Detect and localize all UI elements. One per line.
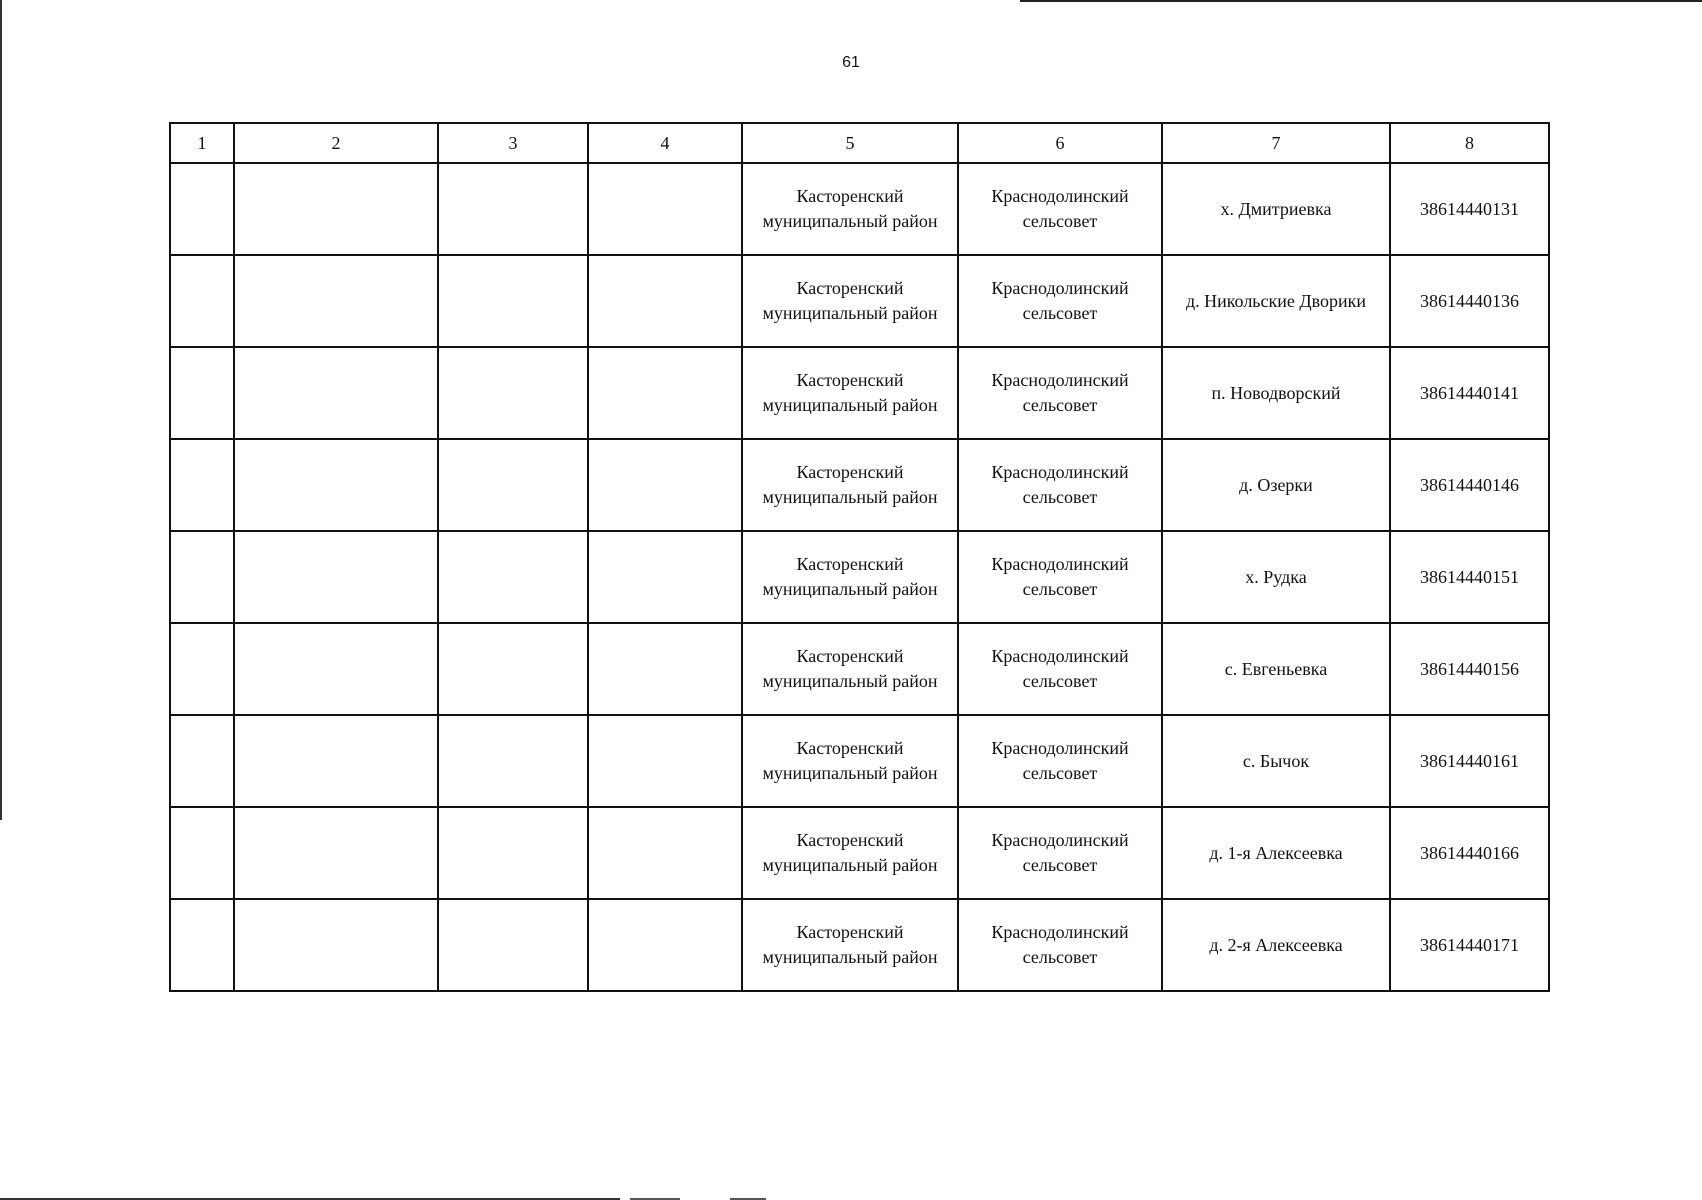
council-cell (958, 531, 1162, 623)
settlement-cell: с. Евгеньевка (1162, 623, 1390, 715)
oktmo-code-cell: 38614440161 (1390, 715, 1549, 807)
empty-cell (438, 531, 588, 623)
empty-cell (170, 807, 234, 899)
district-name-line: Касторенский (796, 922, 904, 942)
empty-cell (234, 899, 438, 991)
empty-cell (234, 623, 438, 715)
district-name-line: Касторенский (796, 186, 904, 206)
empty-cell (234, 715, 438, 807)
scan-edge-left (0, 0, 2, 820)
empty-cell (438, 899, 588, 991)
district-type-line: муниципальный район (762, 855, 938, 875)
district-type-line: муниципальный район (762, 947, 938, 967)
district-name-line: Касторенский (796, 554, 904, 574)
council-type-line: сельсовет (1022, 579, 1098, 599)
column-header: 6 (958, 123, 1162, 163)
settlements-table (169, 122, 1550, 992)
settlement-cell: д. Никольские Дворики (1162, 255, 1390, 347)
empty-cell (438, 807, 588, 899)
council-cell (958, 623, 1162, 715)
council-name-line: Краснодолинский (991, 554, 1129, 574)
empty-cell (588, 531, 742, 623)
empty-cell (438, 623, 588, 715)
district-cell (742, 807, 958, 899)
empty-cell (588, 623, 742, 715)
council-cell (958, 255, 1162, 347)
settlement-cell: с. Бычок (1162, 715, 1390, 807)
empty-cell (438, 163, 588, 255)
district-cell (742, 255, 958, 347)
empty-cell (588, 255, 742, 347)
district-type-line: муниципальный район (762, 763, 938, 783)
district-name-line: Касторенский (796, 462, 904, 482)
empty-cell (170, 439, 234, 531)
empty-cell (588, 163, 742, 255)
council-type-line: сельсовет (1022, 303, 1098, 323)
empty-cell (234, 531, 438, 623)
empty-cell (438, 255, 588, 347)
council-name-line: Краснодолинский (991, 922, 1129, 942)
oktmo-code-cell: 38614440146 (1390, 439, 1549, 531)
empty-cell (170, 715, 234, 807)
empty-cell (170, 163, 234, 255)
district-cell (742, 531, 958, 623)
table-row (170, 347, 1549, 439)
district-name-line: Касторенский (796, 370, 904, 390)
council-type-line: сельсовет (1022, 947, 1098, 967)
empty-cell (588, 899, 742, 991)
council-name-line: Краснодолинский (991, 278, 1129, 298)
council-name-line: Краснодолинский (991, 462, 1129, 482)
district-cell (742, 899, 958, 991)
council-type-line: сельсовет (1022, 855, 1098, 875)
empty-cell (170, 899, 234, 991)
column-header: 8 (1390, 123, 1549, 163)
district-name-line: Касторенский (796, 738, 904, 758)
empty-cell (234, 255, 438, 347)
empty-cell (438, 715, 588, 807)
table-header-row (170, 123, 1549, 163)
district-name-line: Касторенский (796, 278, 904, 298)
column-header: 3 (438, 123, 588, 163)
oktmo-code-cell: 38614440131 (1390, 163, 1549, 255)
column-header: 7 (1162, 123, 1390, 163)
table-row (170, 163, 1549, 255)
council-type-line: сельсовет (1022, 211, 1098, 231)
settlement-cell: д. 1-я Алексеевка (1162, 807, 1390, 899)
column-header: 5 (742, 123, 958, 163)
oktmo-code-cell: 38614440156 (1390, 623, 1549, 715)
empty-cell (234, 439, 438, 531)
table-row (170, 899, 1549, 991)
table-row (170, 531, 1549, 623)
council-name-line: Краснодолинский (991, 646, 1129, 666)
empty-cell (588, 347, 742, 439)
district-type-line: муниципальный район (762, 211, 938, 231)
council-name-line: Краснодолинский (991, 830, 1129, 850)
district-cell (742, 623, 958, 715)
council-name-line: Краснодолинский (991, 186, 1129, 206)
table-row (170, 715, 1549, 807)
settlement-cell: д. 2-я Алексеевка (1162, 899, 1390, 991)
settlement-cell: п. Новодворский (1162, 347, 1390, 439)
table-body (170, 163, 1549, 991)
council-type-line: сельсовет (1022, 763, 1098, 783)
council-name-line: Краснодолинский (991, 370, 1129, 390)
empty-cell (170, 347, 234, 439)
council-cell (958, 347, 1162, 439)
council-type-line: сельсовет (1022, 395, 1098, 415)
oktmo-code-cell: 38614440151 (1390, 531, 1549, 623)
settlement-cell: х. Дмитриевка (1162, 163, 1390, 255)
council-cell (958, 899, 1162, 991)
empty-cell (588, 807, 742, 899)
oktmo-code-cell: 38614440171 (1390, 899, 1549, 991)
oktmo-code-cell: 38614440141 (1390, 347, 1549, 439)
oktmo-code-cell: 38614440166 (1390, 807, 1549, 899)
page-number: 61 (842, 54, 860, 71)
district-cell (742, 715, 958, 807)
scan-edge-top (1020, 0, 1702, 2)
district-type-line: муниципальный район (762, 395, 938, 415)
column-header: 4 (588, 123, 742, 163)
empty-cell (438, 347, 588, 439)
settlement-cell: х. Рудка (1162, 531, 1390, 623)
empty-cell (438, 439, 588, 531)
district-type-line: муниципальный район (762, 579, 938, 599)
empty-cell (588, 715, 742, 807)
district-cell (742, 163, 958, 255)
settlement-cell: д. Озерки (1162, 439, 1390, 531)
council-cell (958, 715, 1162, 807)
council-cell (958, 439, 1162, 531)
council-type-line: сельсовет (1022, 671, 1098, 691)
table-row (170, 439, 1549, 531)
empty-cell (234, 163, 438, 255)
empty-cell (234, 807, 438, 899)
council-type-line: сельсовет (1022, 487, 1098, 507)
empty-cell (170, 255, 234, 347)
district-name-line: Касторенский (796, 646, 904, 666)
council-cell (958, 163, 1162, 255)
table-row (170, 255, 1549, 347)
empty-cell (170, 623, 234, 715)
district-type-line: муниципальный район (762, 671, 938, 691)
district-type-line: муниципальный район (762, 303, 938, 323)
column-header: 2 (234, 123, 438, 163)
empty-cell (170, 531, 234, 623)
empty-cell (588, 439, 742, 531)
empty-cell (234, 347, 438, 439)
council-cell (958, 807, 1162, 899)
column-header: 1 (170, 123, 234, 163)
district-name-line: Касторенский (796, 830, 904, 850)
district-cell (742, 439, 958, 531)
table-row (170, 807, 1549, 899)
district-cell (742, 347, 958, 439)
table-row (170, 623, 1549, 715)
oktmo-code-cell: 38614440136 (1390, 255, 1549, 347)
district-type-line: муниципальный район (762, 487, 938, 507)
council-name-line: Краснодолинский (991, 738, 1129, 758)
